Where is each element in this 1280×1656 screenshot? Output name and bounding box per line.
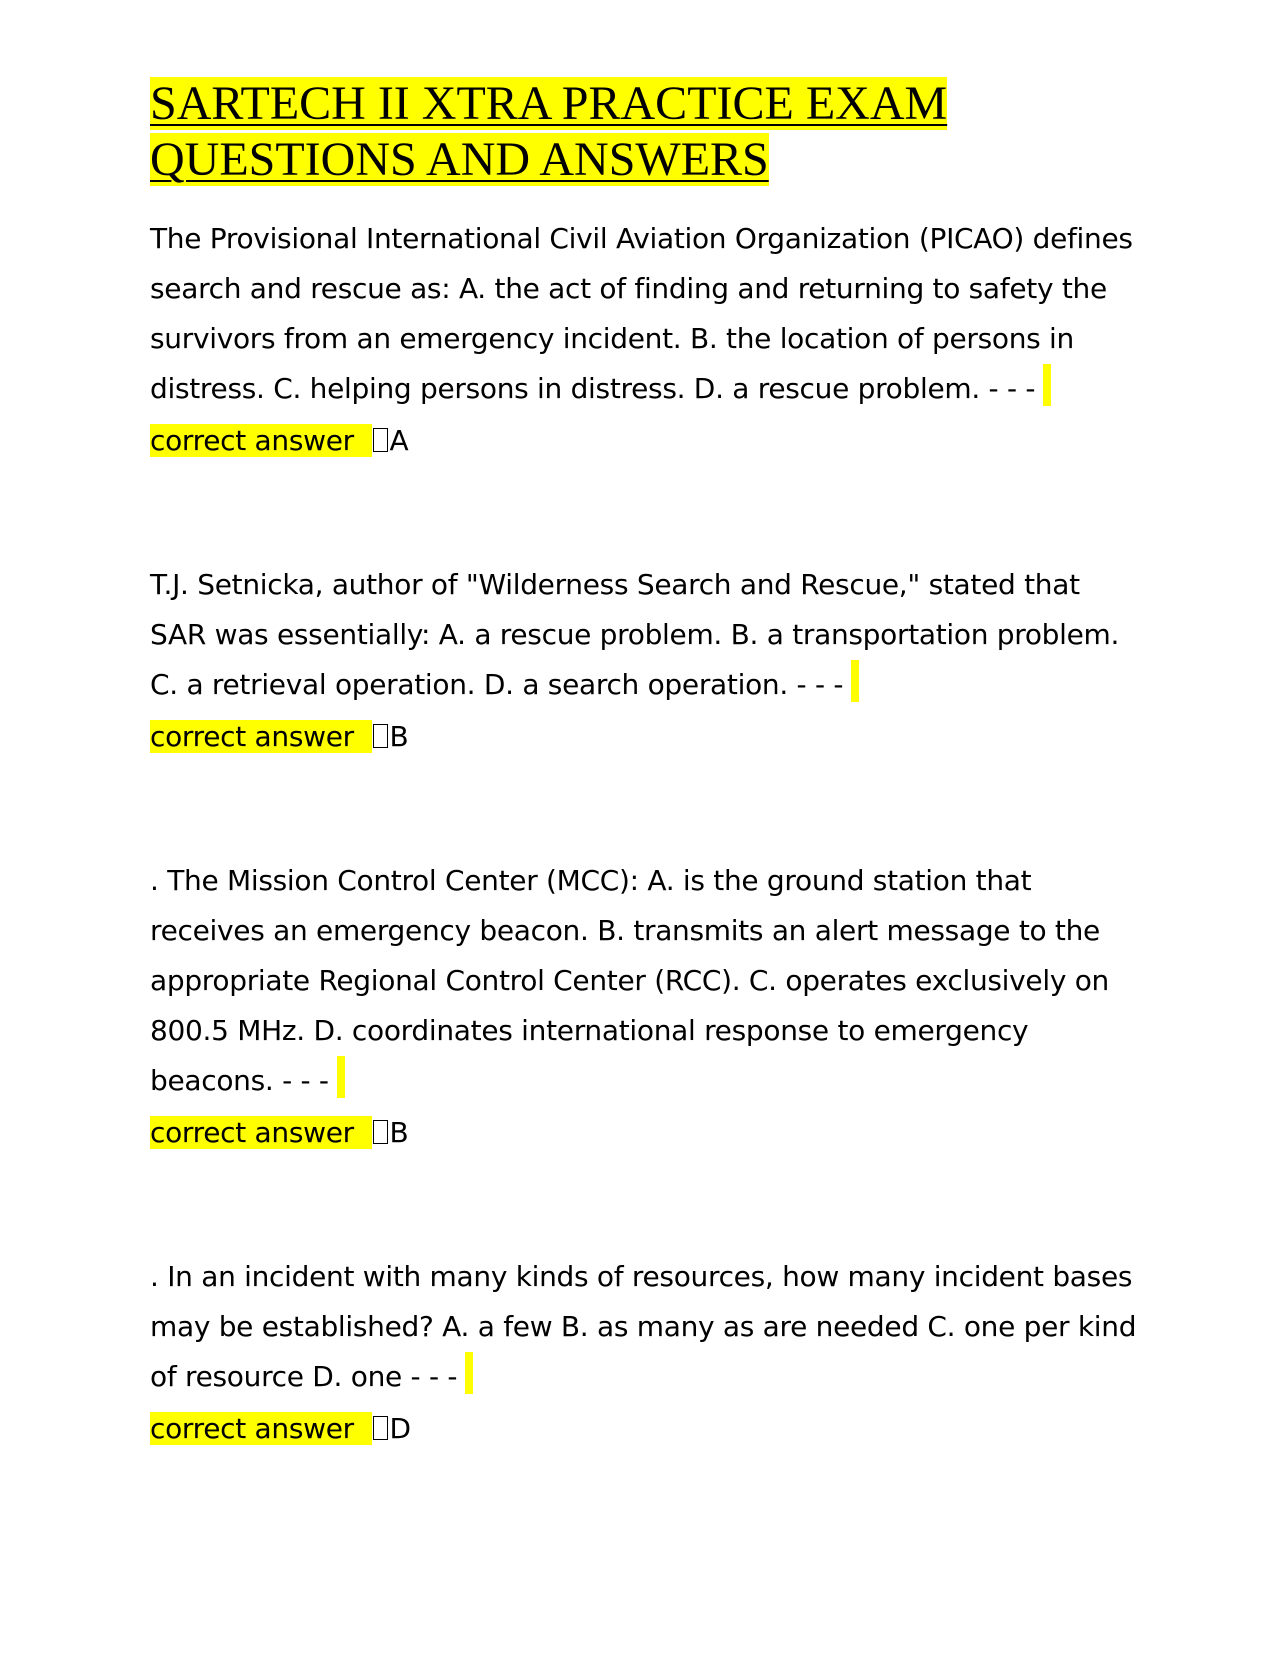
title-line-2: QUESTIONS AND ANSWERS [150,133,769,186]
answer-line [150,718,1140,756]
missing-glyph-icon [373,428,388,452]
missing-glyph-icon [373,1120,388,1144]
question-text: . The Mission Control Center (MCC): A. is the ground station that receives an emergency beacon. B. transmits an alert message to the appropriate Regional Control Center (RCC). C. operates exclusively on 800.5 MHz. D. coordinates international response to emergency beacons. - - - [150,864,1109,1097]
missing-glyph-icon [373,724,388,748]
answer-label: correct answer [150,720,372,753]
qa-item-3 [150,856,1140,1152]
question-text: T.J. Setnicka, author of "Wilderness Search and Rescue," stated that SAR was essentially: A. a rescue problem. B. a transportation problem. C. a retrieval operation. D. a search operation. - - - [150,568,1120,701]
highlight-mark [1043,364,1051,406]
answer-label: correct answer [150,1116,372,1149]
question-text: The Provisional International Civil Aviation Organization (PICAO) defines search and rescue as: A. the act of finding and returning to safety the survivors from an emergency incident. B. the location of persons in distress. C. helping persons in distress. D. a rescue problem. - - - [150,222,1133,405]
answer-line [150,422,1140,460]
highlight-mark [851,660,859,702]
answer-label: correct answer [150,424,372,457]
document-page [150,76,1140,1448]
document-title [150,76,1140,188]
qa-item-4 [150,1252,1140,1448]
answer-line [150,1410,1140,1448]
answer-line [150,1114,1140,1152]
answer-label: correct answer [150,1412,372,1445]
qa-item-2 [150,560,1140,756]
title-line-1: SARTECH II XTRA PRACTICE EXAM [150,77,948,130]
highlight-mark [465,1352,473,1394]
answer-value: A [389,424,409,457]
highlight-mark [337,1056,345,1098]
missing-glyph-icon [373,1416,388,1440]
answer-value: D [389,1412,411,1445]
answer-value: B [389,720,409,753]
question-text: . In an incident with many kinds of resources, how many incident bases may be established? A. a few B. as many as are needed C. one per kind of resource D. one - - - [150,1260,1137,1393]
answer-value: B [389,1116,409,1149]
qa-item-1 [150,214,1140,460]
